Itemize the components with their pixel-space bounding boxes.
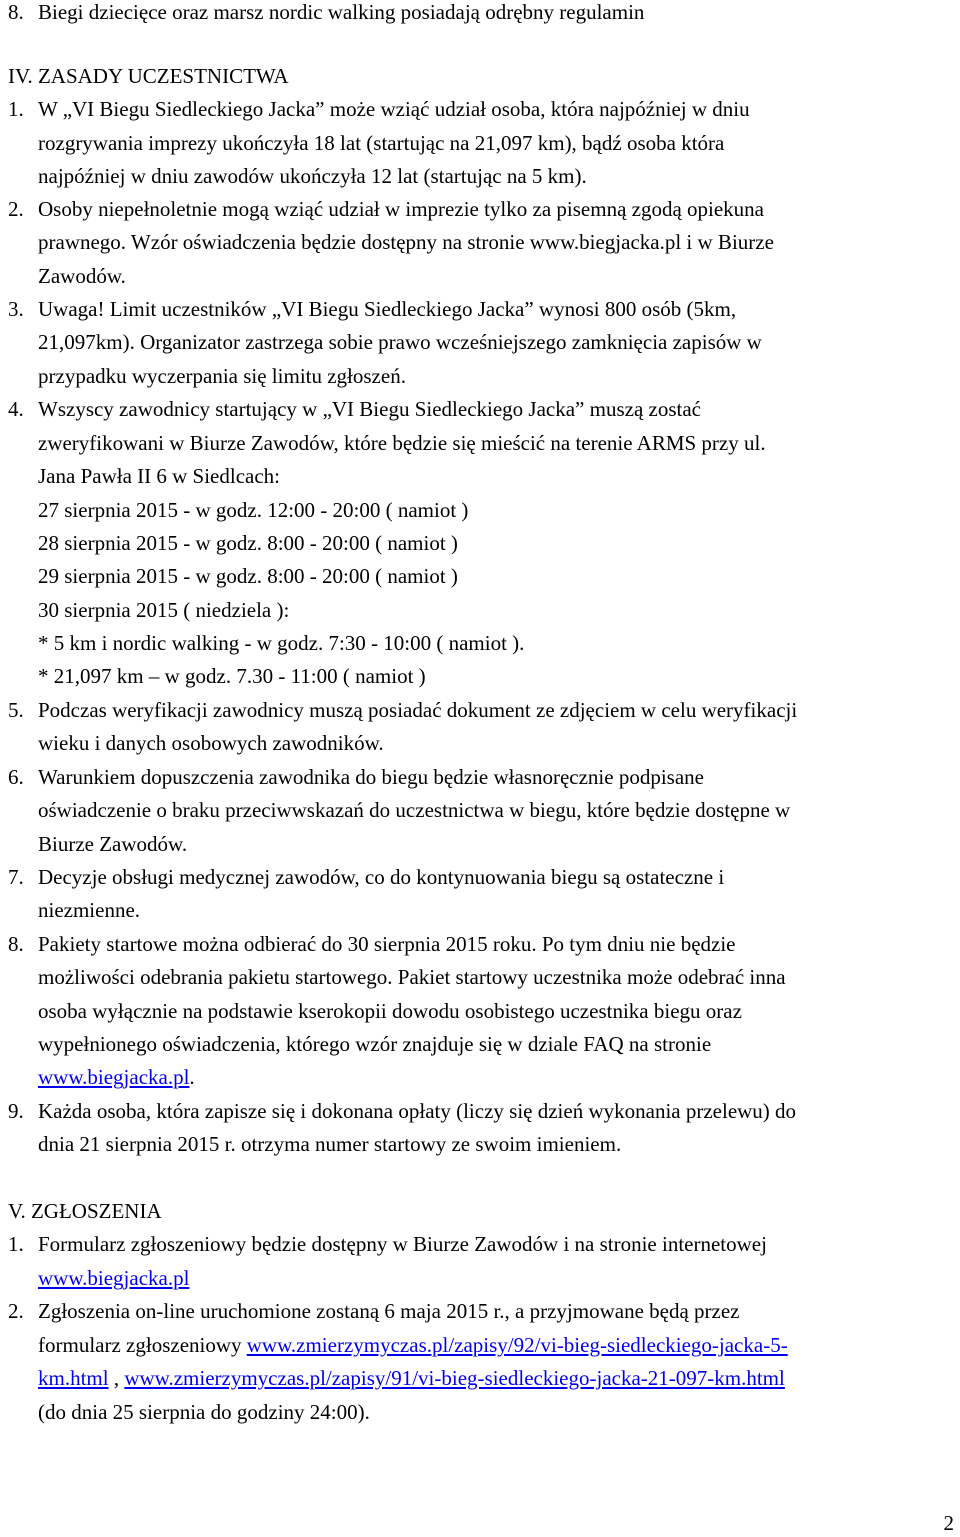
list-item: 7. Decyzje obsługi medycznej zawodów, co do kontynuowania biegu są ostateczne i [8,865,725,889]
list-item-continuation: rozgrywania imprezy ukończyła 18 lat (startując na 21,097 km), bądź osoba która [38,131,725,155]
registration-5km-link[interactable]: www.zmierzymyczas.pl/zapisy/92/vi-bieg-siedleckiego-jacka-5- [246,1333,788,1357]
list-item-continuation: www.biegjacka.pl. [38,1065,195,1089]
list-item: 1. Formularz zgłoszeniowy będzie dostępny w Biurze Zawodów i na stronie internetowej [8,1232,767,1256]
schedule-line: * 5 km i nordic walking - w godz. 7:30 - 10:00 ( namiot ). [38,631,525,655]
list-item: 8. Pakiety startowe można odbierać do 30 sierpnia 2015 roku. Po tym dniu nie będzie [8,932,736,956]
section-heading: V. ZGŁOSZENIA [8,1199,162,1223]
schedule-line: 28 sierpnia 2015 - w godz. 8:00 - 20:00 ( namiot ) [38,531,458,555]
list-item: 5. Podczas weryfikacji zawodnicy muszą posiadać dokument ze zdjęciem w celu weryfikacji [8,698,798,722]
list-item-continuation: Biurze Zawodów. [38,832,188,856]
schedule-line: 30 sierpnia 2015 ( niedziela ): [38,598,290,622]
list-item: 4. Wszyscy zawodnicy startujący w „VI Biegu Siedleckiego Jacka” muszą zostać [8,397,701,421]
list-number: 8. [8,0,24,24]
list-item-continuation: wieku i danych osobowych zawodników. [38,731,384,755]
biegjacka-link[interactable]: www.biegjacka.pl [38,1065,190,1089]
list-item-continuation: osoba wyłącznie na podstawie kserokopii dowodu osobistego uczestnika biegu oraz [38,999,742,1023]
list-item-continuation: wypełnionego oświadczenia, którego wzór znajduje się w dziale FAQ na stronie [38,1032,712,1056]
list-item: 2. Zgłoszenia on-line uruchomione zostaną 6 maja 2015 r., a przyjmowane będą przez [8,1299,740,1323]
schedule-line: 29 sierpnia 2015 - w godz. 8:00 - 20:00 ( namiot ) [38,564,458,588]
list-item [0,0,960,29]
list-item-continuation: Jana Pawła II 6 w Siedlcach: [38,464,281,488]
list-item: 3. Uwaga! Limit uczestników „VI Biegu Siedleckiego Jacka” wynosi 800 osób (5km, [8,297,737,321]
list-item-continuation [0,1262,960,1295]
list-item-continuation: oświadczenie o braku przeciwwskazań do uczestnictwa w biegu, które będzie dostępne w [38,798,791,822]
list-item-continuation: Zawodów. [38,264,126,288]
list-item-continuation: najpóźniej w dniu zawodów ukończyła 12 lat (startując na 5 km). [38,164,587,188]
registration-5km-link-continued[interactable]: km.html [38,1366,109,1390]
list-item: 1. W „VI Biegu Siedleckiego Jacka” może wziąć udział osoba, która najpóźniej w dniu [8,97,750,121]
list-item-continuation: możliwości odebrania pakietu startowego. Pakiet startowy uczestnika może odebrać inna [38,965,786,989]
list-item-continuation: (do dnia 25 sierpnia do godziny 24:00). [38,1400,370,1424]
list-item-continuation: km.html , www.zmierzymyczas.pl/zapisy/91/vi-bieg-siedleckiego-jacka-21-097-km.html [38,1366,785,1390]
list-item-continuation: zweryfikowani w Biurze Zawodów, które będzie się mieścić na terenie ARMS przy ul. [38,431,766,455]
list-item-continuation: dnia 21 sierpnia 2015 r. otrzyma numer startowy ze swoim imieniem. [38,1132,622,1156]
list-item: 9. Każda osoba, która zapisze się i dokonana opłaty (liczy się dzień wykonania przelewu) do [8,1099,797,1123]
section-heading: IV. ZASADY UCZESTNICTWA [8,64,289,88]
list-item: 6. Warunkiem dopuszczenia zawodnika do biegu będzie własnoręcznie podpisane [8,765,704,789]
list-item: 2. Osoby niepełnoletnie mogą wziąć udział w imprezie tylko za pisemną zgodą opiekuna [8,197,765,221]
list-item-continuation: formularz zgłoszeniowy www.zmierzymyczas.pl/zapisy/92/vi-bieg-siedleckiego-jacka-5- [38,1333,788,1357]
schedule-line: * 21,097 km – w godz. 7.30 - 11:00 ( namiot ) [38,664,426,688]
list-item-continuation: niezmienne. [38,898,141,922]
list-text: Biegi dziecięce oraz marsz nordic walking posiadają odrębny regulamin [38,0,645,24]
list-item-continuation: 21,097km). Organizator zastrzega sobie prawo wcześniejszego zamknięcia zapisów w [38,330,762,354]
page-number: 2 [943,1511,954,1535]
list-item-continuation: przypadku wyczerpania się limitu zgłoszeń. [38,364,406,388]
registration-21km-link[interactable]: www.zmierzymyczas.pl/zapisy/91/vi-bieg-siedleckiego-jacka-21-097-km.html [124,1366,785,1390]
list-item-continuation: prawnego. Wzór oświadczenia będzie dostępny na stronie www.biegjacka.pl i w Biurze [38,230,774,254]
biegjacka-link[interactable]: www.biegjacka.pl [38,1266,190,1290]
schedule-line: 27 sierpnia 2015 - w godz. 12:00 - 20:00 ( namiot ) [38,498,469,522]
